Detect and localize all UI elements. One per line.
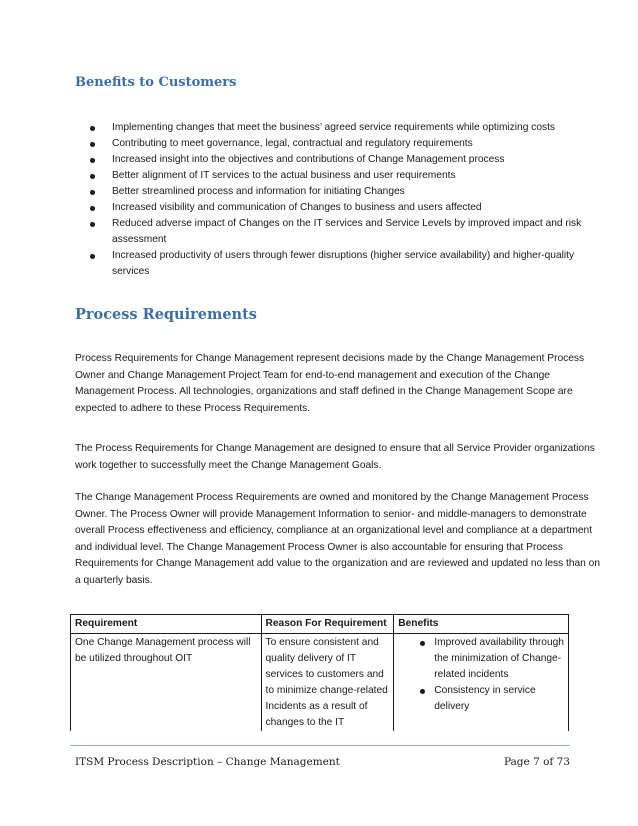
list-item: Reduced adverse impact of Changes on the IT services and Service Levels by improved impact and risk assessment	[90, 216, 610, 248]
list-item: Better streamlined process and information for initiating Changes	[90, 184, 610, 200]
table-header-row	[71, 615, 569, 634]
reason-cell: To ensure consistent and quality delivery of IT services to customers and to minimize change-related Incidents as a result of changes to the IT	[261, 634, 394, 732]
list-item: Implementing changes that meet the business’ agreed service requirements while optimizing costs	[90, 120, 610, 136]
list-item: Contributing to meet governance, legal, contractual and regulatory requirements	[90, 136, 610, 152]
list-item: Consistency in service delivery	[398, 683, 564, 715]
footer-divider	[70, 745, 570, 746]
footer-page-number: Page 7 of 73	[503, 756, 570, 768]
requirements-table	[70, 614, 569, 731]
section-heading-benefits: Benefits to Customers	[75, 75, 237, 90]
list-item: Increased productivity of users through fewer disruptions (higher service availability) and higher-quality services	[90, 248, 610, 280]
bullet-icon	[420, 689, 425, 694]
bullet-icon	[420, 641, 425, 646]
benefits-cell-list	[398, 635, 564, 715]
footer-document-title: ITSM Process Description – Change Management	[75, 756, 340, 768]
list-item: Increased visibility and communication of Changes to business and users affected	[90, 200, 610, 216]
paragraph: The Change Management Process Requirements are owned and monitored by the Change Management Process Owner. The Process Owner will provide Management Information to senior- and middle-managers to demonstrate overall Process effectiveness and efficiency, compliance at an organizational level and compliance at a department and individual level. The Change Management Process Owner is also accountable for ensuring that Process Requirements for Change Management add value to the organization and are reviewed and updated no less than on a quarterly basis.	[75, 492, 601, 586]
column-header-requirement: Requirement	[71, 615, 262, 634]
requirement-cell: One Change Management process will be utilized throughout OIT	[71, 634, 262, 732]
section-heading-process-requirements: Process Requirements	[75, 306, 257, 323]
list-item: Increased insight into the objectives and contributions of Change Management process	[90, 152, 610, 168]
benefits-cell	[394, 634, 569, 732]
paragraph: The Process Requirements for Change Management are designed to ensure that all Service Provider organizations work together to successfully meet the Change Management Goals.	[75, 443, 595, 471]
column-header-benefits: Benefits	[394, 615, 569, 634]
list-item: Improved availability through the minimization of Change-related incidents	[398, 635, 564, 683]
list-item: Better alignment of IT services to the actual business and user requirements	[90, 168, 610, 184]
column-header-reason: Reason For Requirement	[261, 615, 394, 634]
paragraph: Process Requirements for Change Management represent decisions made by the Change Management Process Owner and Change Management Project Team for end-to-end management and execution of the Change Management Process. All technologies, organizations and staff defined in the Change Management Scope are expected to adhere to these Process Requirements.	[75, 353, 585, 414]
table-row	[71, 634, 569, 732]
